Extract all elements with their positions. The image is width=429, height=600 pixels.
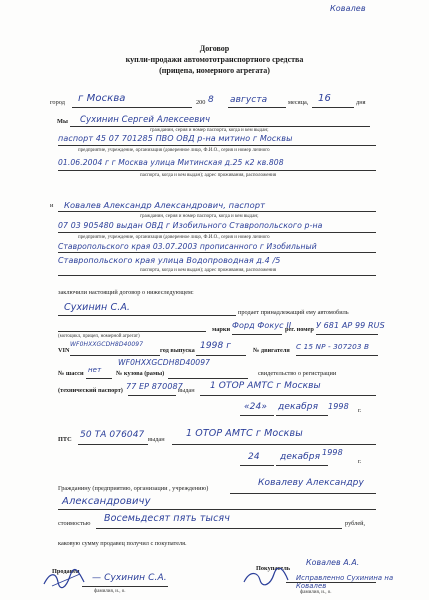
correction-note: Исправленно Сухинина на Ковалев <box>296 574 394 590</box>
pts-issuer: 1 ОТОР АМТС г Москвы <box>186 428 303 439</box>
buyer-passport-cont: Ставропольского края 03.07.2003 прописанного г Изобильный <box>58 242 317 251</box>
vin-value: WF0HXXGCDH8D40097 <box>70 341 144 348</box>
tech-issuer: 1 ОТОР АМТС г Москвы <box>210 381 321 391</box>
buyer-and: и <box>50 202 54 209</box>
engine-label: № двигателя <box>253 347 290 354</box>
hint-passport: паспорта, когда и кем выдан); адрес проживания, расположения <box>140 173 277 178</box>
buyer-short-cont: Александровичу <box>62 496 151 507</box>
pts-label: ПТС <box>58 436 72 443</box>
rub-label: рублей, <box>345 520 366 527</box>
tech-issued-label: выдан <box>178 387 195 394</box>
buyer-short: Ковалеву Александру <box>258 478 364 488</box>
buyer-name: Ковалев Александр Александрович, паспорт <box>64 200 266 210</box>
title-line-2: купли-продажи автомототранспортного средства <box>125 55 304 64</box>
body-label: № кузова (рамы) <box>116 370 165 377</box>
seller-passport: паспорт 45 07 701285 ПВО ОВД р-на митино г Москвы <box>58 134 293 143</box>
we-label: Мы <box>57 118 68 125</box>
buyer-address: Ставропольского края улица Водопроводная д.4 /5 <box>58 256 281 265</box>
cert-label: свидетельство о регистрации <box>258 370 337 377</box>
hint-org: предприятие, учреждение, организация (доверенное лицо, Ф.И.О., серия и номер личного <box>78 148 270 153</box>
year-prefix: 200 <box>196 99 206 106</box>
chassis-value: нет <box>88 366 102 374</box>
year-label: год выпуска <box>160 347 195 354</box>
tech-year-tail: г. <box>358 407 362 414</box>
pts-date-month: декабря <box>280 452 321 462</box>
concluded-text: заключили настоящий договор о нижеследующем: <box>58 289 194 296</box>
engine-number: C 15 NP - 307203 B <box>296 342 370 351</box>
buyer-fio-hint: фамилия, и., о. <box>300 590 332 595</box>
city-value: г Москва <box>78 93 126 104</box>
citizen-label: Гражданину (предприятию, организации , учреждению) <box>58 485 209 492</box>
buyer-passport: 07 03 905480 выдан ОВД г Изобильного Ставропольского р-на <box>58 221 323 230</box>
seller-passport-date-addr: 01.06.2004 г г Москва улица Митинская д.25 к2 кв.808 <box>58 158 284 167</box>
pts-value: 50 ТА 076047 <box>80 430 145 440</box>
tech-date-year: 1998 <box>328 402 349 411</box>
title-line-1: Договор <box>199 44 230 53</box>
hint-passport-2: паспорта, когда и кем выдан); адрес проживания, расположения <box>140 268 277 273</box>
hint-seller: гражданин, серия и номер паспорта, когда и кем выдан; <box>150 128 269 133</box>
top-right-surname: Ковалев <box>330 4 366 13</box>
pts-date-day: 24 <box>248 452 260 462</box>
buyer-signature <box>240 568 292 590</box>
year-made: 1998 г <box>200 341 232 351</box>
plate-value: У 681 АР 99 RUS <box>316 321 385 330</box>
month-value: августа <box>230 95 268 105</box>
year-suffix: 8 <box>208 95 214 105</box>
pts-issued-label: выдан <box>148 436 165 443</box>
price-value: Восемьдесят пять тысяч <box>104 513 230 524</box>
tech-passport: 77 ЕР 870087 <box>126 382 183 391</box>
car-brand: Форд Фокус II <box>232 321 292 330</box>
seller-label: Продавец <box>52 568 80 575</box>
tech-date-day: «24» <box>244 402 267 412</box>
type-hint: (мотоцикл, прицеп, номерной агрегат) <box>58 334 140 339</box>
title-line-3: (прицепа, номерного агрегата) <box>159 66 270 75</box>
day-value: 16 <box>318 93 331 104</box>
brand-label: марки <box>212 326 231 333</box>
plate-label: рег. номер <box>285 326 314 333</box>
sells-label: продает принадлежащий ему автомобиль <box>238 309 349 316</box>
pts-date-year: 1998 <box>322 448 343 457</box>
hint-buyer: гражданин, серия и номер паспорта, когда и кем выдан; <box>140 214 259 219</box>
tech-date-month: декабря <box>278 402 319 412</box>
buyer-sig-name: Ковалев А.А. <box>306 558 360 567</box>
vin-label: VIN <box>58 347 70 354</box>
body-number: WF0HXXGCDH8D40097 <box>118 358 211 367</box>
seller-name: Сухинин Сергей Алексеевич <box>80 115 211 125</box>
buyer-label: Покупатель <box>256 565 291 572</box>
day-label: дня <box>356 99 366 106</box>
city-prefix: город <box>50 99 65 106</box>
seller-short: Сухинин С.А. <box>64 302 131 313</box>
month-label: месяца, <box>288 99 309 106</box>
seller-sig-name: — Сухинин С.А. <box>92 573 167 583</box>
chassis-label: № шасси <box>58 370 84 377</box>
seller-signature <box>40 568 90 592</box>
seller-fio-hint: фамилия, и., о. <box>94 589 126 594</box>
pts-year-tail: г. <box>358 458 362 465</box>
received-text: каковую сумму продавец получил с покупателя. <box>58 540 187 547</box>
hint-org-2: предприятие, учреждение, организация (доверенное лицо, Ф.И.О., серия и номер личного <box>78 235 270 240</box>
tech-label: (технический паспорт) <box>58 387 123 394</box>
price-label: стоимостью <box>58 520 91 527</box>
